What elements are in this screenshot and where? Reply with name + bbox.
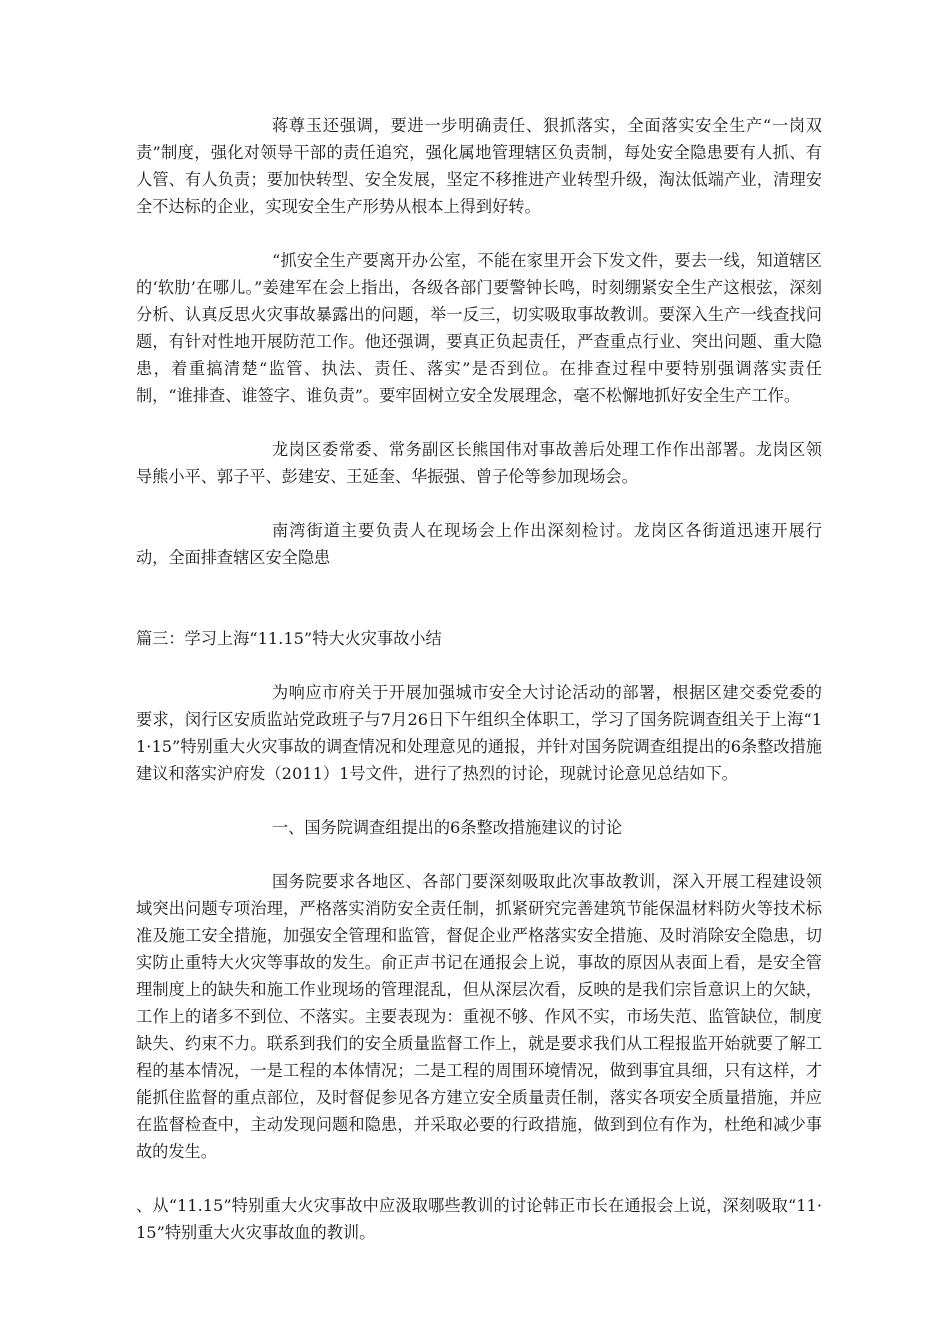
paragraph-nanwan: 南湾街道主要负责人在现场会上作出深刻检讨。龙岗区各街道迅速开展行动，全面排查辖区安全隐患 — [136, 521, 822, 567]
paragraph-state-council: 国务院要求各地区、各部门要深刻吸取此次事故教训，深入开展工程建设领域突出问题专项治理，严格落实消防安全责任制，抓紧研究完善建筑节能保温材料防火等技术标准及施工安全措施，加强安全管理和监管，督促企业严格落实安全措施、及时消除安全隐患，切实防止重特大火灾等事故的发生。俞正声书记在通报会上说，事故的原因从表面上看，是安全管理制度上的缺失和施工作业现场的管理混乱，但从深层次看，反映的是我们宗旨意识上的欠缺，工作上的诸多不到位、不落实。主要表现为：重视不够、作风不实，市场失范、监管缺位，制度缺失、约束不力。联系到我们的安全质量监督工作上，就是要求我们从工程报监开始就要了解工程的基本情况，一是工程的本体情况；二是工程的周围环境情况，做到事宜具细，只有这样，才能抓住监督的重点部位，及时督促参见各方建立安全质量责任制，落实各项安全质量措施，并应在监督检查中，主动发现问题和隐患，并采取必要的行政措施，做到到位有作为，杜绝和减少事故的发生。 — [136, 872, 822, 1161]
section-title: 篇三：学习上海“11.15”特大火灾事故小结 — [136, 629, 442, 648]
document-body — [136, 112, 822, 1246]
paragraph-xiong-guowei: 龙岗区委常委、常务副区长熊国伟对事故善后处理工作作出部署。龙岗区领导熊小平、郭子平、彭建安、王延奎、华振强、曾子伦等参加现场会。 — [136, 440, 822, 486]
paragraph-jiang-jianjun: “抓安全生产要离开办公室，不能在家里开会下发文件，要去一线，知道辖区的‘软肋’在哪儿。”姜建军在会上指出，各级各部门要警钟长鸣，时刻绷紧安全生产这根弦，深刻分析、认真反思火灾事故暴露出的问题，举一反三，切实吸取事故教训。要深入生产一线查找问题，有针对性地开展防范工作。他还强调，要真正负起责任，严查重点行业、突出问题、重大隐患，着重搞清楚“监管、执法、责任、落实”是否到位。在排查过程中要特别强调落实责任制，“谁排查、谁签字、谁负责”。要牢固树立安全发展理念，毫不松懈地抓好安全生产工作。 — [136, 251, 822, 405]
paragraph-jiang-zunyu: 蒋尊玉还强调，要进一步明确责任、狠抓落实，全面落实安全生产“一岗双责”制度，强化对领导干部的责任追究，强化属地管理辖区负责制，每处安全隐患要有人抓、有人管、有人负责；要加快转型、安全发展，坚定不移推进产业转型升级，淘汰低端产业，清理安全不达标的企业，实现安全生产形势从根本上得到好转。 — [136, 116, 822, 216]
paragraph-lessons: 、从“11.15”特别重大火灾事故中应汲取哪些教训的讨论韩正市长在通报会上说，深刻吸取“11·15”特别重大火灾事故血的教训。 — [136, 1196, 822, 1242]
paragraph-intro: 为响应市府关于开展加强城市安全大讨论活动的部署，根据区建交委党委的要求，闵行区安质监站党政班子与7月26日下午组织全体职工，学习了国务院调查组关于上海“11·15”特别重大火灾事故的调查情况和处理意见的通报，并针对国务院调查组提出的6条整改措施建议和落实沪府发（2011）1号文件，进行了热烈的讨论，现就讨论意见总结如下。 — [136, 683, 822, 783]
section-heading-1: 一、国务院调查组提出的6条整改措施建议的讨论 — [272, 818, 623, 837]
